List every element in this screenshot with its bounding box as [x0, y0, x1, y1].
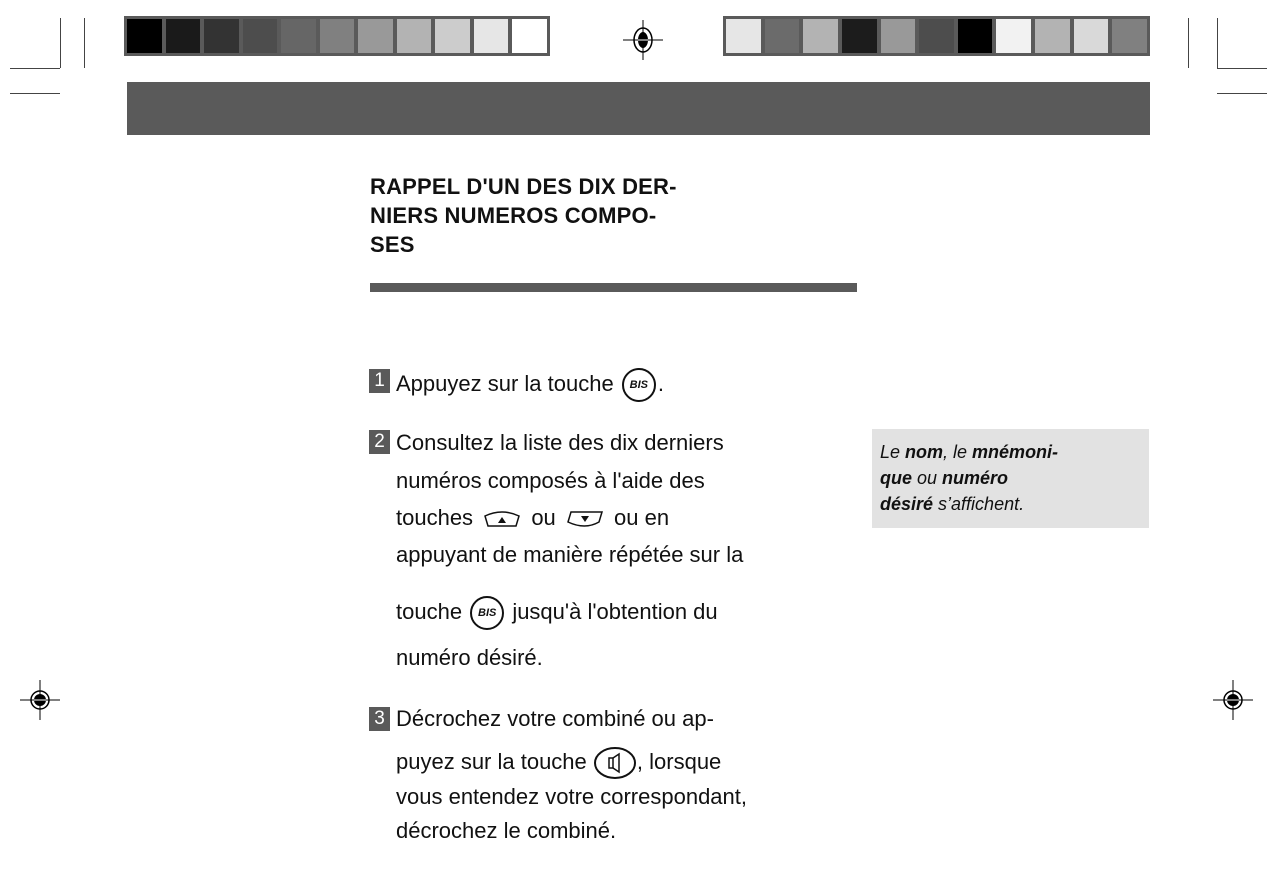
color-swatch	[474, 19, 509, 53]
text: mnémoni-	[972, 442, 1059, 462]
color-swatch	[881, 19, 916, 53]
color-bar-right	[723, 16, 1150, 56]
color-swatch	[358, 19, 393, 53]
crop-mark	[1217, 93, 1267, 94]
color-swatch	[166, 19, 201, 53]
crop-mark	[10, 93, 60, 94]
crop-mark	[84, 18, 85, 68]
bis-key-icon: BIS	[622, 368, 656, 402]
color-swatch	[243, 19, 278, 53]
text: touche	[396, 598, 463, 624]
bis-key-icon: BIS	[470, 596, 504, 630]
color-swatch	[919, 19, 954, 53]
step-text: appuyant de manière répétée sur la	[396, 542, 744, 567]
title-underline	[370, 283, 857, 292]
step-text	[396, 596, 718, 630]
title-line: NIERS NUMEROS COMPO-	[370, 203, 657, 228]
color-swatch	[204, 19, 239, 53]
step-text	[396, 368, 664, 402]
text: s’affichent.	[933, 494, 1025, 514]
page-title	[370, 172, 677, 259]
text: ou	[912, 468, 943, 488]
registration-mark-icon	[1213, 680, 1253, 720]
text: Le	[880, 442, 906, 462]
color-swatch	[435, 19, 470, 53]
crop-mark	[10, 68, 60, 69]
text: touches	[396, 505, 474, 530]
step-number: 2	[369, 430, 390, 454]
step-number: 3	[369, 707, 390, 731]
down-arrow-key-icon	[566, 510, 604, 528]
text: désiré	[880, 494, 934, 514]
up-arrow-key-icon	[483, 510, 521, 528]
crop-mark	[60, 18, 61, 68]
color-swatch	[281, 19, 316, 53]
step-text: numéro désiré.	[396, 645, 543, 670]
text: , lorsque	[636, 748, 722, 774]
text: puyez sur la touche	[396, 748, 587, 774]
color-swatch	[996, 19, 1031, 53]
color-swatch	[765, 19, 800, 53]
text: que	[880, 468, 913, 488]
text: Appuyez sur la touche	[396, 370, 614, 396]
step-text: Consultez la liste des dix derniers	[396, 430, 724, 455]
step-text: vous entendez votre correspondant,	[396, 784, 748, 809]
step-text	[396, 505, 669, 531]
text: , le	[943, 442, 973, 462]
crop-mark	[1188, 18, 1189, 68]
color-swatch	[1074, 19, 1109, 53]
color-swatch	[842, 19, 877, 53]
text: ou	[531, 505, 556, 530]
color-swatch	[726, 19, 761, 53]
color-bar-left	[124, 16, 550, 56]
side-note	[872, 429, 1149, 528]
color-swatch	[397, 19, 432, 53]
color-swatch	[320, 19, 355, 53]
crop-mark	[1217, 68, 1267, 69]
color-swatch	[1112, 19, 1147, 53]
color-swatch	[958, 19, 993, 53]
text: nom	[905, 442, 944, 462]
step-text	[396, 746, 721, 780]
text: .	[657, 370, 664, 396]
color-swatch	[127, 19, 162, 53]
step-text: décrochez le combiné.	[396, 818, 617, 843]
color-swatch	[512, 19, 547, 53]
text: ou en	[614, 505, 670, 530]
speaker-key-icon	[593, 746, 637, 780]
crop-mark	[1217, 18, 1218, 68]
title-line: RAPPEL D'UN DES DIX DER-	[370, 174, 677, 199]
header-band	[127, 82, 1150, 135]
color-swatch	[803, 19, 838, 53]
step-text: numéros composés à l'aide des	[396, 468, 705, 493]
registration-mark-icon	[623, 20, 663, 60]
text: jusqu'à l'obtention du	[512, 598, 718, 624]
registration-mark-icon	[20, 680, 60, 720]
color-swatch	[1035, 19, 1070, 53]
text: numéro	[942, 468, 1009, 488]
step-number: 1	[369, 369, 390, 393]
title-line: SES	[370, 232, 415, 257]
step-text: Décrochez votre combiné ou ap-	[396, 706, 714, 731]
